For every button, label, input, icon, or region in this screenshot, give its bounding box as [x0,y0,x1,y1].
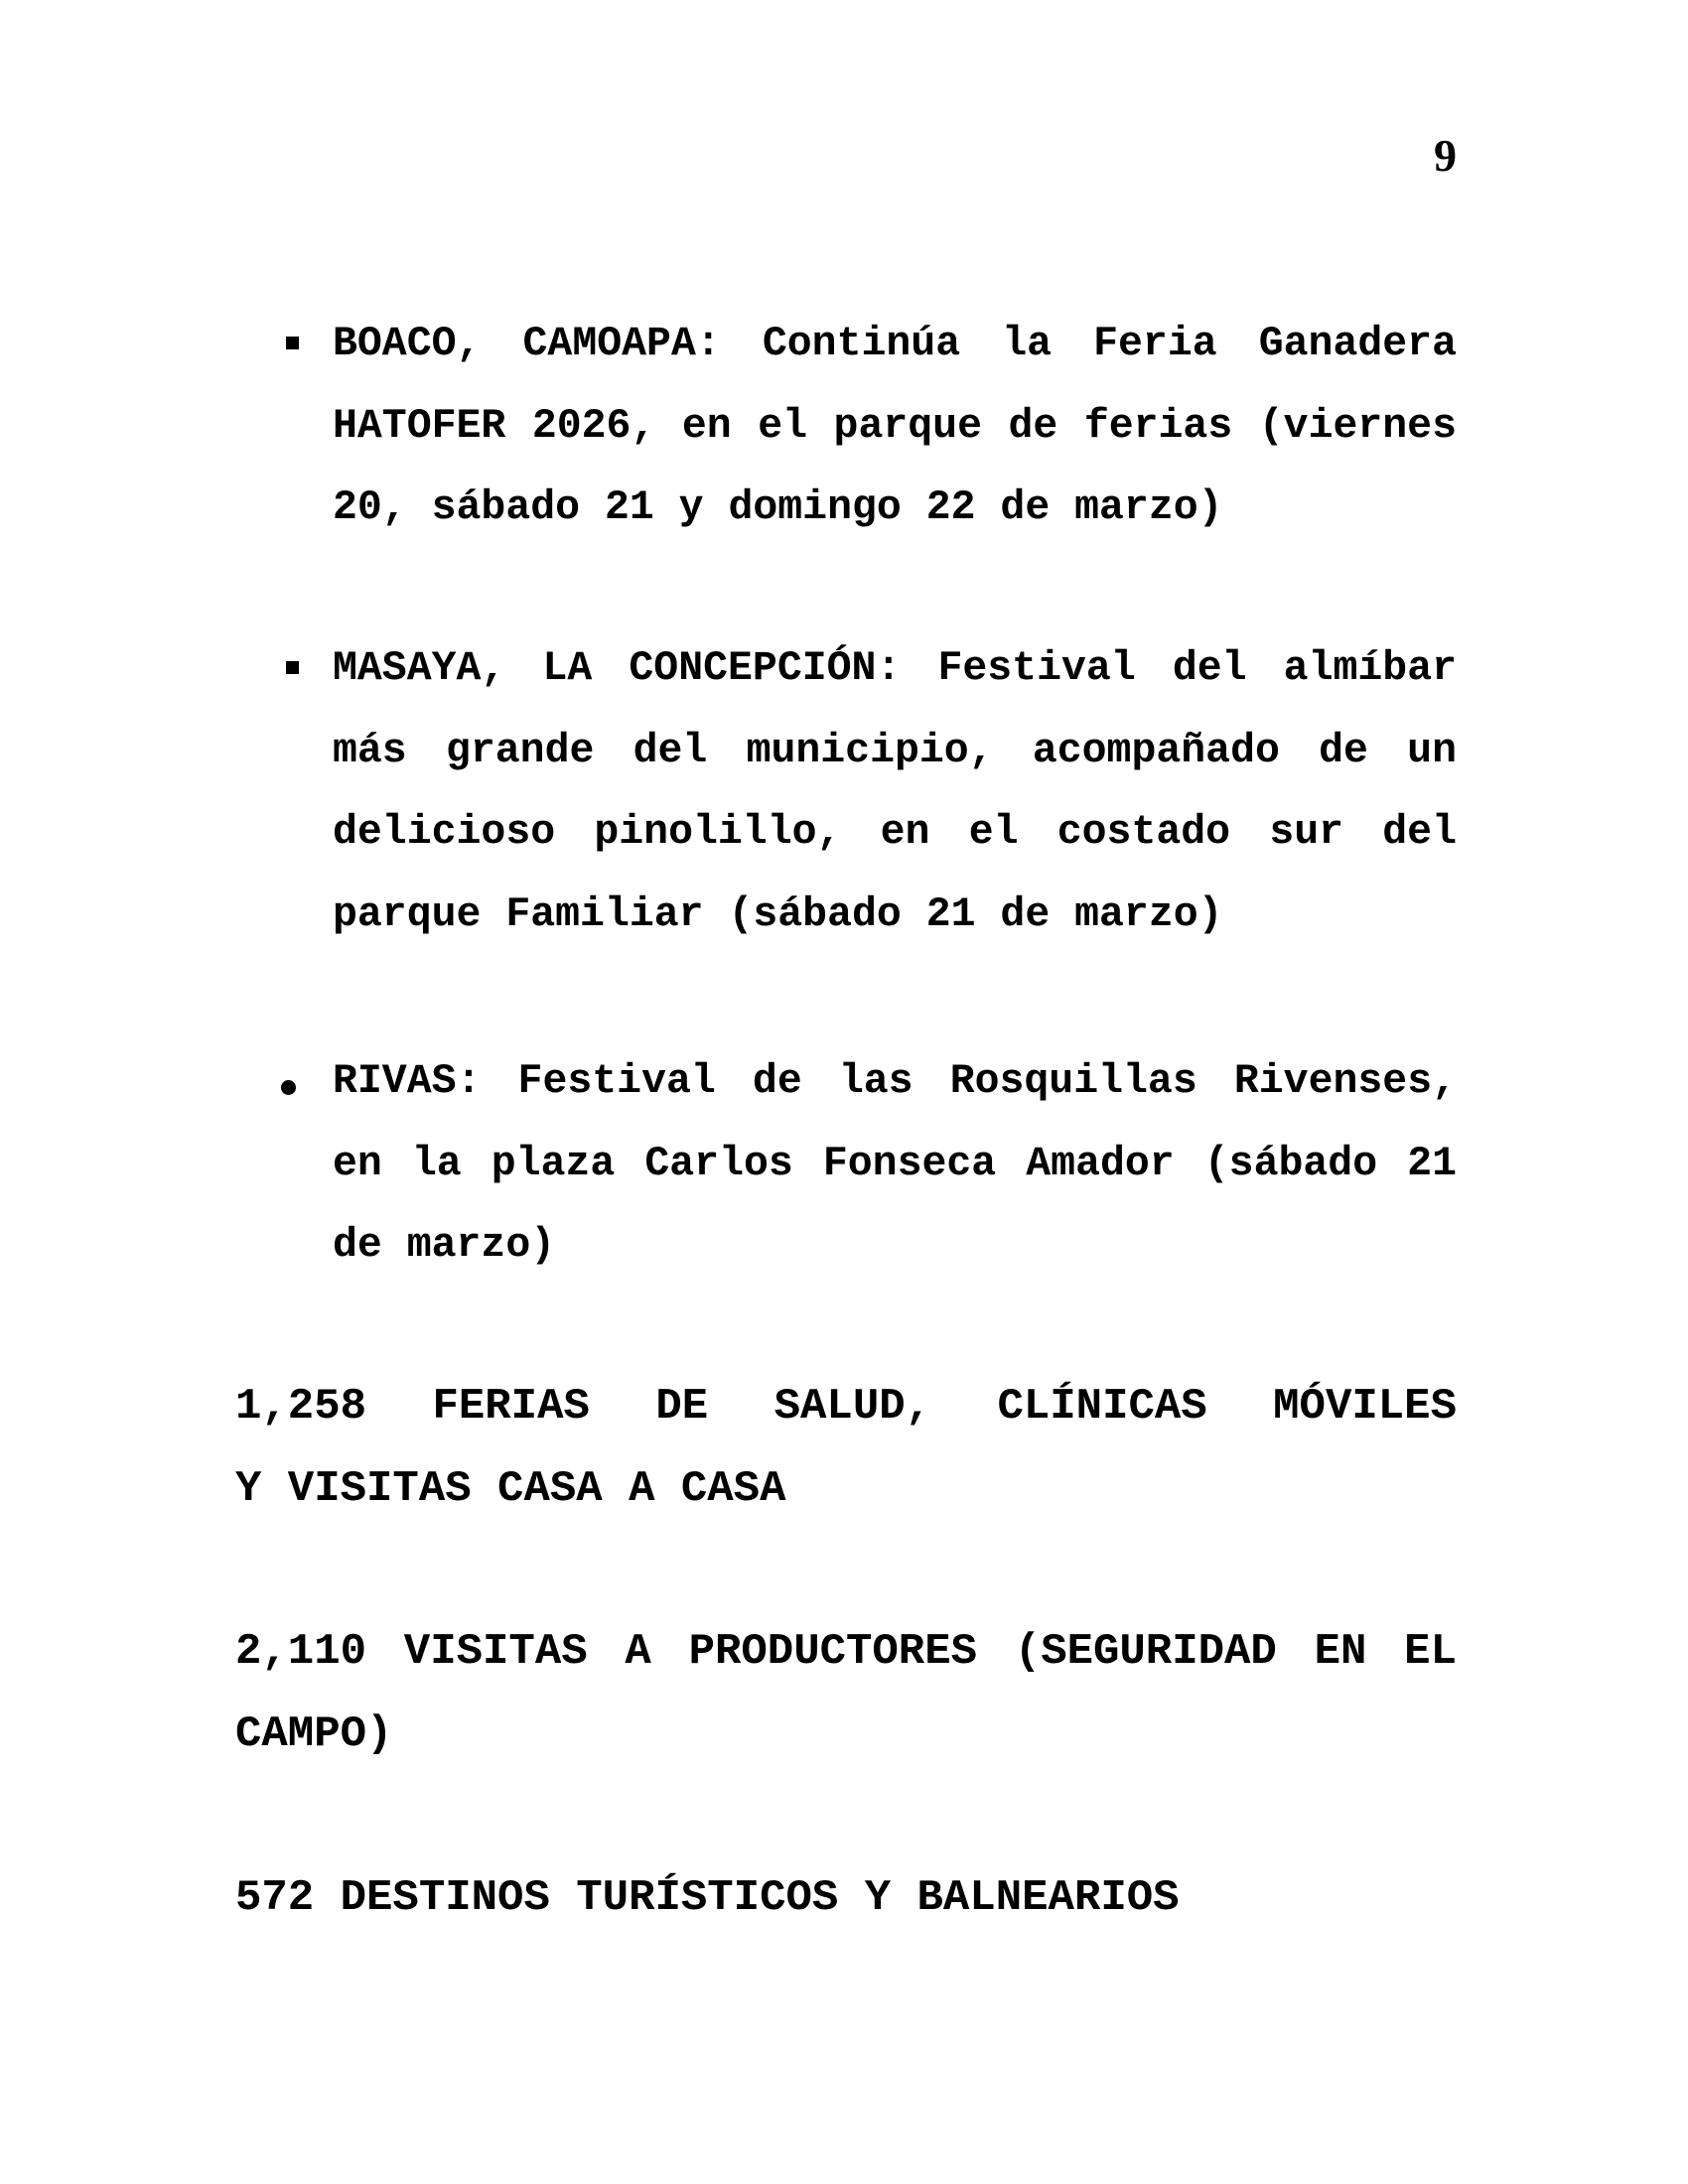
bullet-text [333,628,1457,956]
text-line: 1,258 FERIAS DE SALUD, CLÍNICAS MÓVILES [235,1382,1457,1432]
text-line: BOACO, CAMOAPA: Continúa la Feria Ganadera [333,321,1457,367]
text-line: parque Familiar (sábado 21 de marzo) [333,890,1223,938]
stat-ferias-de-salud [235,1366,1457,1530]
text-line: HATOFER 2026, en el parque de ferias (viernes [333,402,1457,450]
text-line: Y VISITAS CASA A CASA [235,1463,786,1514]
bullet-text [333,304,1457,550]
bullet-text [333,1041,1457,1288]
text-line: RIVAS: Festival de las Rosquillas Rivenses, [333,1058,1457,1105]
stat-visitas-a-productores [235,1611,1457,1775]
text-line: de marzo) [333,1222,556,1269]
square-bullet-icon [286,337,299,349]
round-bullet-icon [281,1080,296,1095]
text-line: en la plaza Carlos Fonseca Amador (sábado 21 [333,1140,1457,1187]
text-line: CAMPO) [235,1708,393,1759]
stat-destinos-turisticos [235,1857,1457,1940]
bullet-item-boaco-camoapa [0,304,1688,550]
text-line: delicioso pinolillo, en el costado sur del [333,809,1457,856]
bullet-item-rivas [0,1041,1688,1288]
text-line: MASAYA, LA CONCEPCIÓN: Festival del almíbar [333,645,1457,692]
page-number: 9 [1434,130,1457,181]
text-line: 20, sábado 21 y domingo 22 de marzo) [333,484,1223,531]
bullet-item-masaya-concepcion [0,628,1688,956]
square-bullet-icon [286,661,299,674]
text-line: más grande del municipio, acompañado de un [333,727,1457,774]
text-line: 2,110 VISITAS A PRODUCTORES (SEGURIDAD EN EL [235,1627,1457,1677]
text-line: 572 DESTINOS TURÍSTICOS Y BALNEARIOS [235,1873,1180,1923]
